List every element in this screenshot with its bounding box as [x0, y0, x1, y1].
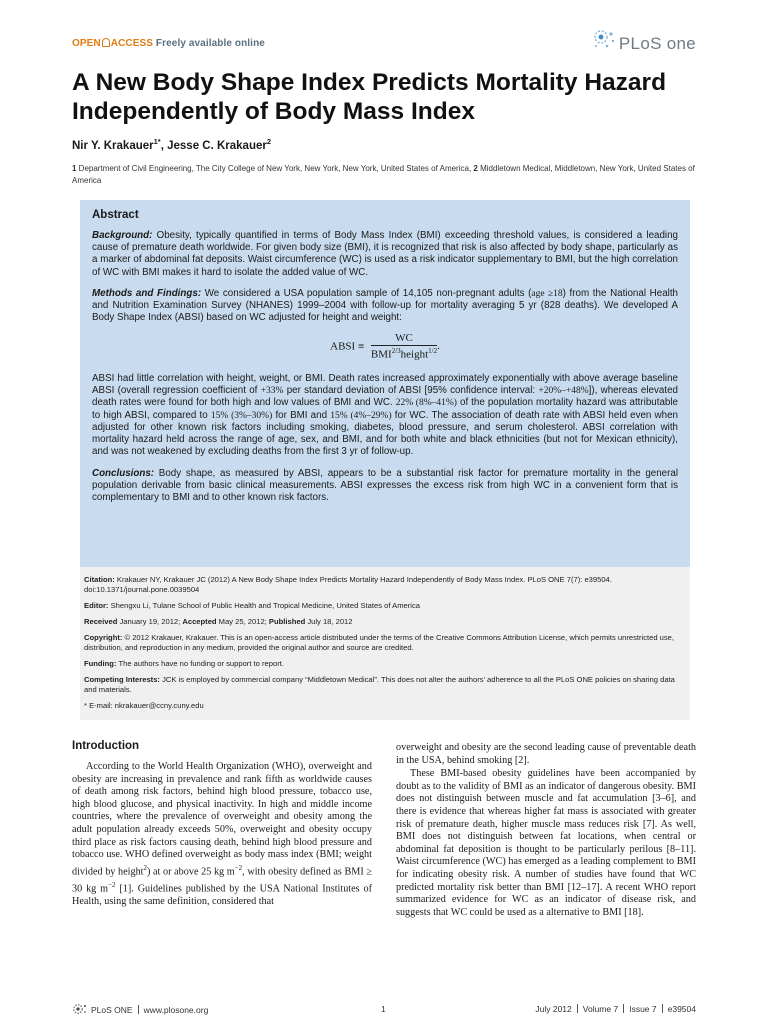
- results-value: 15% (4%–29%): [330, 410, 392, 421]
- results-value: +20%–+48%: [538, 386, 589, 397]
- copyright-text: © 2012 Krakauer, Krakauer. This is an open-access article distributed under the terms of the Creative Commons Attribution License, which permits unrestricted use, distribution, and reproduction in any medium, provided the original author and source are credited.: [84, 633, 675, 652]
- open-lock-icon: [102, 38, 110, 47]
- abstract-results: [92, 373, 678, 458]
- editor-label: Editor:: [84, 601, 109, 610]
- footer-date: July 2012: [535, 1004, 572, 1014]
- intro-math: height: [118, 866, 144, 878]
- author-separator: ,: [160, 139, 168, 152]
- citation-box: [80, 567, 690, 720]
- journal-header: [72, 26, 696, 56]
- results-text: ABSI had little correlation with height, weight, or BMI. Death rates increased approximately exponentially with above average baseline ABSI (overall regression coefficient of: [92, 373, 678, 397]
- footer-issue-info: [535, 1004, 696, 1014]
- methods-lead: Methods and Findings:: [92, 287, 202, 299]
- plos-logo-icon: [592, 28, 618, 52]
- results-value: +33%: [260, 386, 284, 397]
- formula-bmi: BMI: [370, 349, 392, 362]
- formula-exponent: 2/3: [391, 347, 401, 356]
- abstract-heading: Abstract: [92, 209, 139, 221]
- journal-logo-text: PLoS one: [618, 34, 696, 53]
- formula-exponent: 1/2: [428, 347, 438, 356]
- footer-journal: [72, 1002, 208, 1016]
- intro-math-sup: 2: [143, 863, 147, 872]
- article-title: A New Body Shape Index Predicts Mortality Hazard Independently of Body Mass Index: [72, 69, 667, 125]
- email-entry: * E-mail: nkrakauer@ccny.cuny.edu: [84, 701, 204, 710]
- results-value: 15% (3%–30%): [210, 410, 273, 421]
- intro-math-sup: −2: [108, 880, 116, 889]
- competing-text: JCK is employed by commercial company “Middletown Medical”. This does not alter the authors’ adherence to all the PLoS ONE policies on sharing data and materials.: [84, 675, 675, 694]
- author-affiliation-mark: 2: [266, 137, 272, 146]
- abstract-background: [92, 230, 678, 279]
- intro-text: ) at or above: [147, 866, 202, 878]
- absi-formula: [92, 332, 678, 361]
- affiliation-number: 1: [72, 164, 77, 173]
- dates-entry: [84, 617, 682, 627]
- affiliations: [72, 163, 698, 187]
- author-list: [72, 137, 271, 152]
- author-name: Jesse C. Krakauer: [167, 139, 267, 152]
- editor-text: Shengxu Li, Tulane School of Public Health and Tropical Medicine, United States of America: [108, 601, 420, 610]
- footer-separator: [623, 1004, 624, 1013]
- published-date: July 18, 2012: [305, 617, 353, 626]
- open-access-subtitle: Freely available online: [155, 38, 265, 49]
- results-text: per standard deviation of ABSI [95% confidence interval:: [283, 385, 539, 397]
- results-text: for WC. The association of death rate with ABSI held even when adjusted for other known risk factors including smoking, diabetes, blood pressure, and serum cholesterol. ABSI correlation with mortality hazard held across the range of age, sex, and BMI, and for both white and black ethnicities (but not for Mexican ethnicity), and was not weakened by excluding deaths from the first 3 yr of follow-up.: [92, 409, 678, 458]
- intro-math-sup: −2: [234, 863, 243, 872]
- footer-separator: [138, 1005, 139, 1014]
- formula-denominator: [371, 346, 437, 361]
- methods-text: We considered a USA population sample of 14,105 non-pregnant adults (: [201, 287, 532, 299]
- footer-article-id: e39504: [667, 1004, 696, 1014]
- received-label: Received: [84, 617, 118, 626]
- formula-numerator: WC: [371, 332, 437, 346]
- citation-label: Citation:: [84, 575, 115, 584]
- affiliation-number: 2: [473, 164, 478, 173]
- footer-separator: [662, 1004, 663, 1013]
- abstract-conclusions: [92, 468, 678, 505]
- copyright-entry: [84, 633, 682, 653]
- funding-text: The authors have no funding or support to report.: [116, 659, 284, 668]
- published-label: Published: [268, 617, 306, 626]
- affiliation-text: Middletown Medical, Middletown, New York, United States of America: [72, 164, 695, 185]
- conclusions-lead: Conclusions:: [92, 467, 155, 479]
- footer-issue: Issue 7: [629, 1004, 657, 1014]
- results-text: ]), whereas elevated death rates were found for both high and low values of BMI and WC.: [92, 385, 678, 409]
- section-heading: Introduction: [72, 740, 140, 752]
- open-access-banner: [72, 38, 265, 49]
- open-access-suffix: ACCESS: [110, 38, 154, 49]
- intro-paragraph: These BMI-based obesity guidelines have been accompanied by doubt as to the validity of BMI as an indicator of dangerous obesity. BMI does not distinguish between muscle and fat accumulation [3–6], and there is evidence that whereas higher fat mass is associated with greater risk of premature death, higher muscle mass reduces risk [7]. As well, BMI does not distinguish between fat locations, when central or abdominal fat deposition is thought to be particularly perilous [8–11]. Waist circumference (WC) has emerged as a leading complement to BMI for indicating obesity risk. A number of studies have found that WC predicted mortality risk better than BMI [12–17]. A recent WHO report summarized evidence for WC as an indicator of disease risk, and suggests that WC could be used as a alternative to BMI [18].: [396, 768, 696, 918]
- intro-text: [1]. Guidelines published by the USA National Institutes of Health, using the same definition, considered that: [72, 883, 372, 907]
- accepted-label: Accepted: [182, 617, 217, 626]
- formula-lhs: ABSI ≡: [330, 340, 365, 353]
- competing-label: Competing Interests:: [84, 675, 160, 684]
- received-date: January 19, 2012;: [117, 617, 183, 626]
- intro-left-column: [72, 740, 372, 908]
- results-text: for BMI and: [272, 409, 331, 421]
- intro-text: According to the World Health Organization (WHO), overweight and obesity are increasing in prevalence and rank fifth as worldwide causes of death among risk factors, behind high blood pressure, tobacco use, high blood glucose, and physical inactivity. In high and middle income countries, where the prevalence of overweight and obesity among the adult population already exceeds 50%, overweight and obesity occupy third place as risk factors causing death, behind high blood pressure and tobacco use. WHO defined overweight as body mass index (BMI; weight divided by: [72, 761, 372, 878]
- competing-entry: [84, 675, 682, 695]
- page-number: 1: [381, 1004, 386, 1014]
- intro-math: BMI ≥ 30 kg m: [72, 866, 372, 895]
- affiliation-text: Department of Civil Engineering, The City College of New York, New York, New York, United States of America,: [76, 164, 474, 173]
- citation-entry: [84, 575, 682, 595]
- author-affiliation-mark: 1*: [153, 137, 161, 146]
- conclusions-text: Body shape, as measured by ABSI, appears to be a substantial risk factor for premature mortality in the general population derivable from basic clinical measurements. ABSI expresses the excess risk from high WC in a convenient form that is complementary to BMI and to other known risk factors.: [92, 467, 678, 503]
- citation-text: Krakauer NY, Krakauer JC (2012) A New Body Shape Index Predicts Mortality Hazard Independently of Body Mass Index. PLoS ONE 7(7): e39504. doi:10.1371/journal.pone.0039504: [84, 575, 612, 594]
- editor-entry: [84, 601, 682, 611]
- results-value: 22% (8%–41%): [395, 398, 457, 409]
- plos-logo-icon: [72, 1002, 88, 1016]
- formula-height: height: [400, 349, 429, 362]
- background-text: Obesity, typically quantified in terms of Body Mass Index (BMI) exceeding threshold values, is considered a leading cause of premature death worldwide. For given body size (BMI), it is recognized that risk is also affected by body shape, particularly as a marker of abdominal fat deposits. Waist circumference (WC) is used as a risk indicator supplementary to BMI, but the high correlation of WC with BMI makes it hard to isolate the added value of WC.: [92, 230, 678, 278]
- intro-right-column: [396, 742, 696, 919]
- methods-text: ) from the National Health and Nutrition Examination Survey (NHANES) 1999–2004 with follow-up for mortality averaging 5 yr (828 deaths). We developed A Body Shape Index (ABSI) based on WC adjusted for height and weight:: [92, 287, 678, 324]
- footer-journal-name: PLoS ONE: [91, 1005, 133, 1015]
- accepted-date: May 25, 2012;: [216, 617, 269, 626]
- footer-volume: Volume 7: [582, 1004, 619, 1014]
- funding-entry: [84, 659, 682, 669]
- results-text: of the population mortality hazard was attributable to high ABSI, compared to: [92, 397, 678, 421]
- formula-end: .: [437, 340, 440, 353]
- funding-label: Funding:: [84, 659, 117, 668]
- page-footer: [72, 1002, 696, 1016]
- formula-fraction: [371, 332, 437, 361]
- abstract-methods: [92, 288, 678, 325]
- author-name: Nir Y. Krakauer: [72, 139, 154, 152]
- intro-paragraph-continued: overweight and obesity are the second leading cause of preventable death in the USA, behind smoking [2].: [396, 742, 696, 766]
- intro-text: , with obesity defined as: [242, 866, 345, 878]
- open-access-prefix: OPEN: [72, 38, 101, 49]
- footer-separator: [577, 1004, 578, 1013]
- age-criterion: age ≥18: [531, 288, 563, 299]
- footer-website-link[interactable]: www.plosone.org: [143, 1005, 209, 1015]
- intro-math: 25 kg m: [201, 866, 235, 878]
- intro-paragraph: [72, 761, 372, 908]
- abstract-box: [80, 200, 690, 567]
- background-lead: Background:: [92, 230, 153, 241]
- copyright-label: Copyright:: [84, 633, 123, 642]
